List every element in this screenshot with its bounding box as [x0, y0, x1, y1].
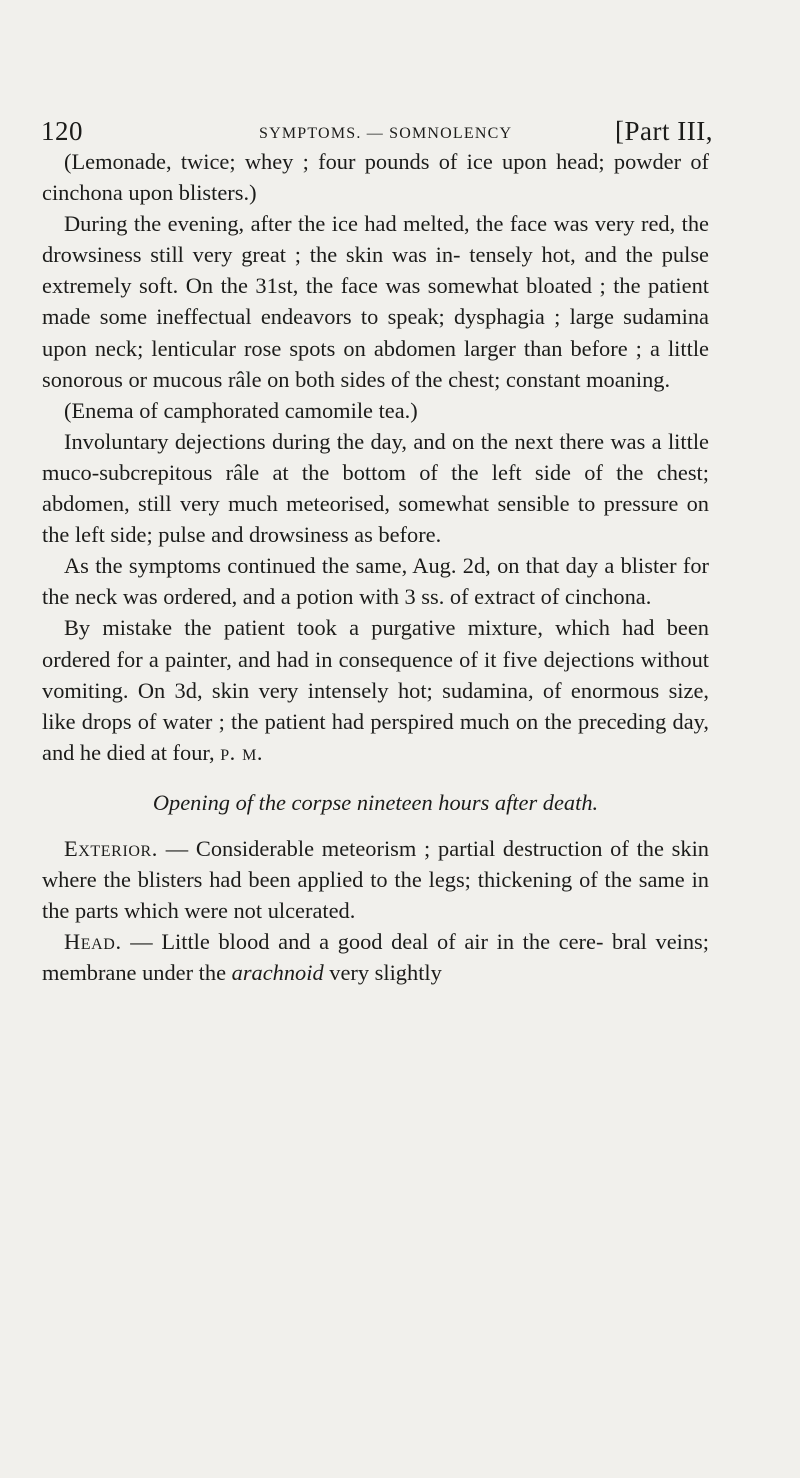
section-heading: Opening of the corpse nineteen hours after death. — [152, 789, 599, 815]
part-label: [Part III, — [615, 116, 713, 146]
death-time: p. m. — [220, 739, 264, 765]
paragraph-head — [42, 926, 709, 988]
head-label: Head. — [64, 929, 122, 955]
arachnoid-term: arachnoid — [231, 960, 324, 986]
paragraph-treatment-1: (Lemonade, twice; whey ; four pounds of ice upon head; powder of cinchona upon blisters.) — [42, 149, 709, 206]
paragraph-exterior — [42, 833, 709, 926]
exterior-text: — Considerable meteorism ; partial destruction of the skin where the blisters had been applied to the legs; thickening of the same in the parts which were not ulcerated. — [42, 835, 709, 924]
exterior-label: Exterior. — [64, 835, 159, 861]
paragraph-dejections: Involuntary dejections during the day, and on the next there was a little muco-subcrepitous râle at the bottom of the left side of the chest; abdomen, still very much meteorised, somewhat sensible to pressure on the left side; pulse and drowsiness as before. — [42, 428, 709, 548]
paragraph-blister: As the symptoms continued the same, Aug. 2d, on that day a blister for the neck was ordered, and a potion with 3 ss. of extract of cinchona. — [42, 553, 709, 610]
body-text — [42, 146, 709, 988]
running-title: SYMPTOMS. — SOMNOLENCY — [259, 125, 513, 142]
head-text-b: very slightly — [323, 960, 442, 986]
head-text-a: — Little blood and a good deal of air in the cere- bral veins; membrane under the — [42, 929, 709, 986]
page-number: 120 — [41, 116, 83, 146]
paragraph-evening: During the evening, after the ice had melted, the face was very red, the drowsiness still very great ; the skin was in- tensely hot, and the pulse extremely soft. On the 31st, the face was somewhat bloated ; the patient made some ineffectual endeavors to speak; dysphagia ; large sudamina upon neck; lenticular rose spots on abdomen larger than before ; a little sonorous or mucous râle on both sides of the chest; constant moaning. — [42, 211, 709, 392]
paragraph-treatment-2: (Enema of camphorated camomile tea.) — [64, 397, 418, 423]
death-text: By mistake the patient took a purgative mixture, which had been ordered for a painter, and had in consequence of it five dejections without vomiting. On 3d, skin very intensely hot; sudamina, of enormous size, like drops of water ; the patient had perspired much on the preceding day, and he died at four, — [42, 615, 709, 765]
paragraph-death — [42, 612, 709, 767]
